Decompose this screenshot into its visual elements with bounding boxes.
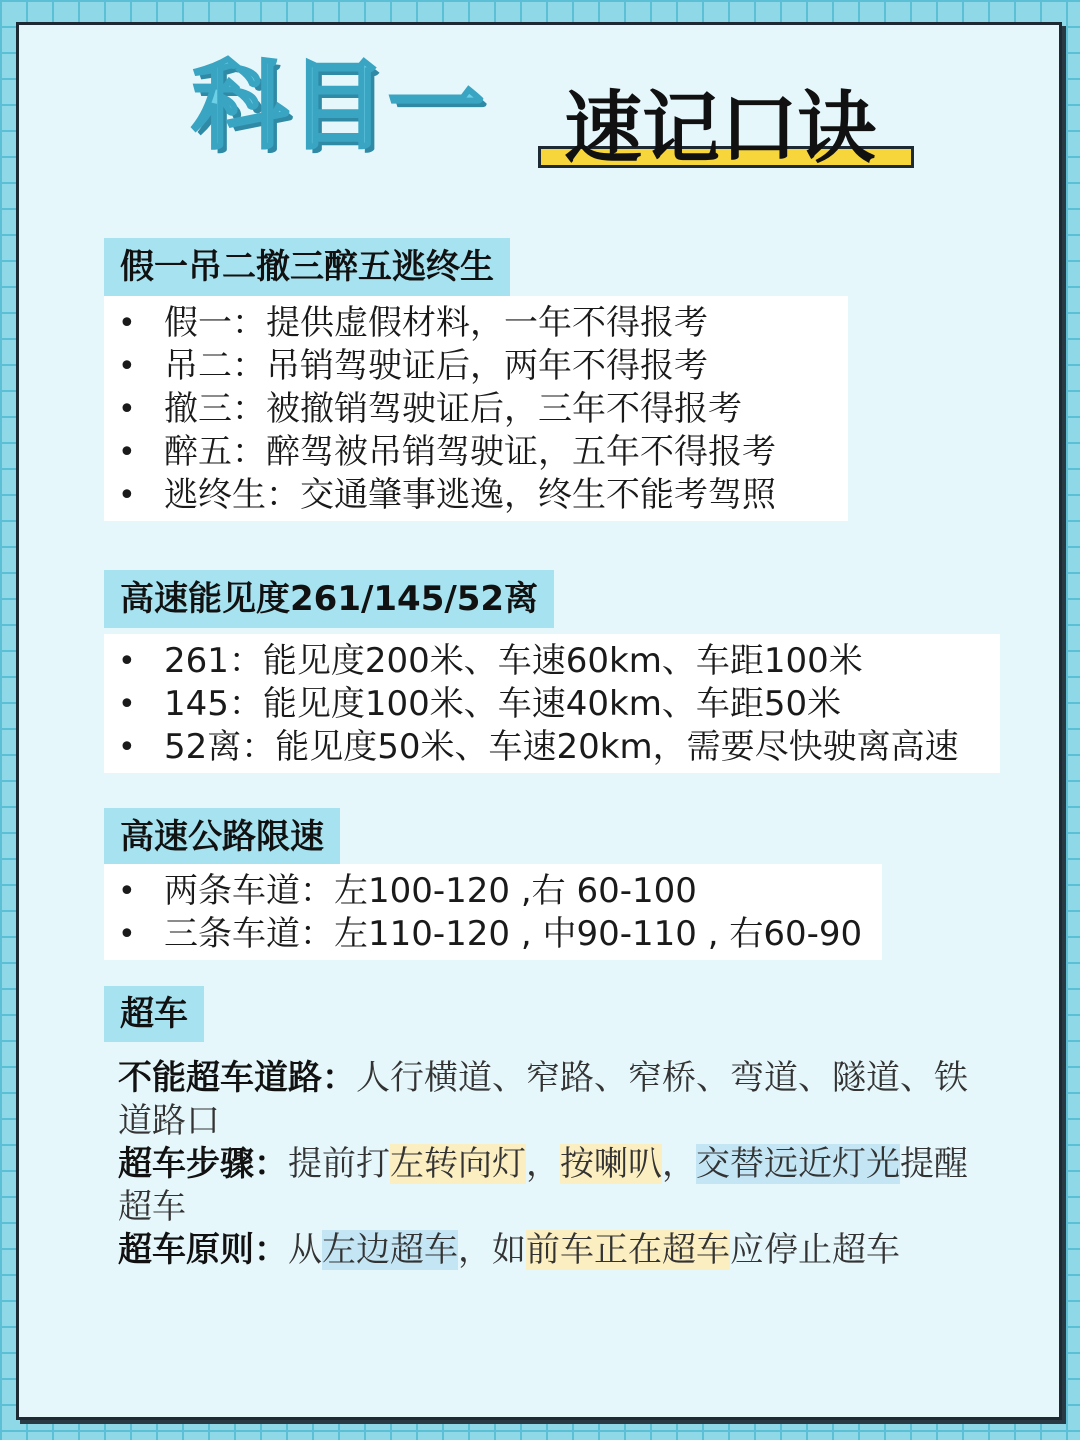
overtake-no-road-text: 人行横道、窄路、窄桥、弯道、隧道、铁道路口 <box>118 1058 968 1141</box>
overtake-steps-text: 提醒超车 <box>118 1144 968 1227</box>
section-header-overtake: 超车 <box>104 986 204 1042</box>
overtake-steps-text: 提前打 <box>288 1144 390 1184</box>
title-sub-block <box>538 84 914 184</box>
overtake-steps-label: 超车步骤： <box>118 1144 288 1184</box>
highlight-front-car-overtaking: 前车正在超车 <box>526 1230 730 1270</box>
overtake-no-road-label: 不能超车道路： <box>118 1058 356 1098</box>
list-exam-ban <box>104 296 848 521</box>
highlight-horn: 按喇叭 <box>560 1144 662 1184</box>
overtake-rule-text: ，如 <box>458 1230 526 1270</box>
section-header-visibility: 高速能见度261/145/52离 <box>104 570 554 628</box>
list-item: • 261：能见度200米、车速60km、车距100米 <box>104 640 1000 683</box>
overtake-rule-label: 超车原则： <box>118 1230 288 1270</box>
title-sub: 速记口诀 <box>564 84 877 174</box>
list-item: • 两条车道：左100-120 ,右 60-100 <box>104 870 882 913</box>
overtake-rule <box>118 1229 998 1272</box>
list-item: • 醉五：醉驾被吊销驾驶证，五年不得报考 <box>104 431 848 474</box>
highlight-left-signal: 左转向灯 <box>390 1144 526 1184</box>
overtake-rule-text: 应停止超车 <box>730 1230 900 1270</box>
overtake-rule-text: 从 <box>288 1230 322 1270</box>
list-item: • 吊二：吊销驾驶证后，两年不得报考 <box>104 345 848 388</box>
overtake-steps-text: ， <box>662 1144 696 1184</box>
list-item: • 假一：提供虚假材料，一年不得报考 <box>104 302 848 345</box>
highlight-left-overtake: 左边超车 <box>322 1230 458 1270</box>
section-header-speed-limit: 高速公路限速 <box>104 808 340 866</box>
list-item: • 逃终生：交通肇事逃逸，终生不能考驾照 <box>104 474 848 517</box>
overtake-no-road <box>118 1057 998 1143</box>
overtake-steps-text: ， <box>526 1144 560 1184</box>
list-item: • 145：能见度100米、车速40km、车距50米 <box>104 683 1000 726</box>
section-header-exam-ban: 假一吊二撤三醉五逃终生 <box>104 238 510 296</box>
list-speed-limit <box>104 864 882 960</box>
list-item: • 撤三：被撤销驾驶证后，三年不得报考 <box>104 388 848 431</box>
title-main: 科目一 <box>192 50 486 162</box>
highlight-flash-lights: 交替远近灯光 <box>696 1144 900 1184</box>
list-item: • 三条车道：左110-120 , 中90-110 , 右60-90 <box>104 913 882 956</box>
overtake-steps <box>118 1143 998 1229</box>
list-visibility <box>104 634 1000 773</box>
list-item: • 52离：能见度50米、车速20km，需要尽快驶离高速 <box>104 726 1000 769</box>
